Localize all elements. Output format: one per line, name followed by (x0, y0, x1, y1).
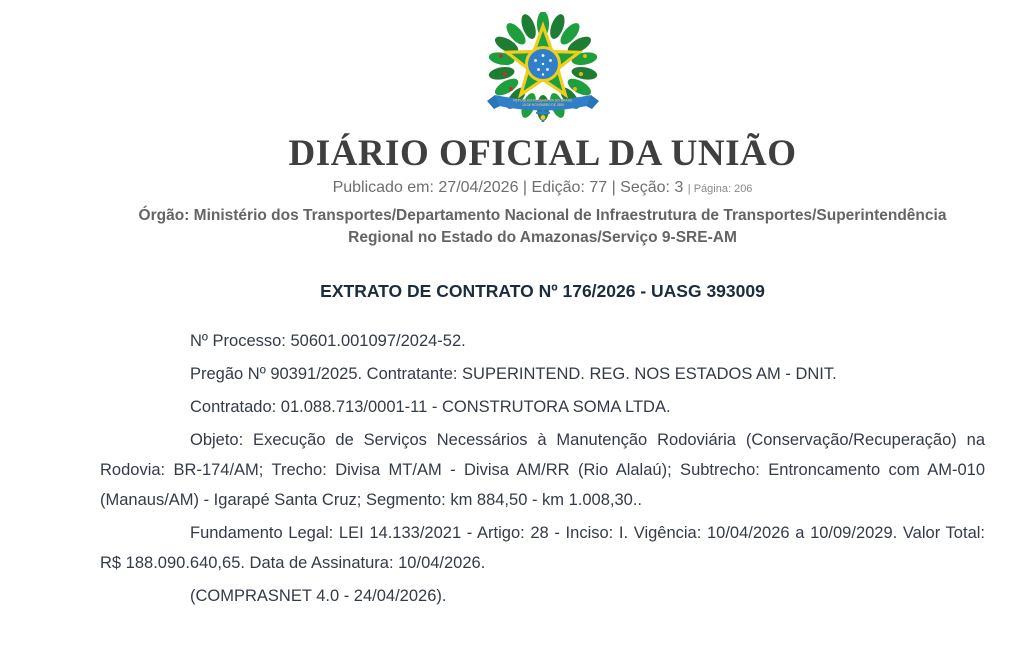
gazette-title: DIÁRIO OFICIAL DA UNIÃO (288, 133, 797, 174)
paragraph-comprasnet: (COMPRASNET 4.0 - 24/04/2026). (190, 586, 447, 605)
gazette-header (100, 12, 985, 249)
contract-extract-article (100, 281, 985, 611)
paragraph-contratado: Contratado: 01.088.713/0001-11 - CONSTRUTORA SOMA LTDA. (190, 397, 671, 416)
svg-text:15 DE NOVEMBRO DE 1889: 15 DE NOVEMBRO DE 1889 (521, 103, 564, 107)
brazil-coat-of-arms-icon (482, 12, 604, 124)
paragraph-pregao: Pregão Nº 90391/2025. Contratante: SUPERINTEND. REG. NOS ESTADOS AM - DNIT. (190, 364, 837, 383)
article-heading: EXTRATO DE CONTRATO Nº 176/2026 - UASG 393009 (320, 280, 765, 301)
publication-info-main: Publicado em: 27/04/2026 | Edição: 77 | Seção: 3 (332, 178, 684, 196)
publication-info (100, 179, 985, 197)
paragraph-processo: Nº Processo: 50601.001097/2024-52. (190, 331, 466, 350)
publication-page: | Página: 206 (687, 182, 753, 195)
organ-line: Órgão: Ministério dos Transportes/Departamento Nacional de Infraestrutura de Transportes/Superintendência Regional no Estado do Amazonas/Serviço 9-SRE-AM (138, 206, 947, 246)
paragraph-fundamento: Fundamento Legal: LEI 14.133/2021 - Artigo: 28 - Inciso: I. Vigência: 10/04/2026 a 10/09/2029. Valor Total: R$ 188.090.640,65. Data de Assinatura: 10/04/2026. (100, 523, 985, 572)
svg-text:REPÚBLICA FEDERATIVA DO BRASIL: REPÚBLICA FEDERATIVA DO BRASIL (512, 98, 573, 103)
coat-of-arms (100, 12, 985, 124)
paragraph-objeto: Objeto: Execução de Serviços Necessários à Manutenção Rodoviária (Conservação/Recuperação) na Rodovia: BR-174/AM; Trecho: Divisa MT/AM - Divisa AM/RR (Rio Alalaú); Subtrecho: Entroncamento com AM-010 (Manaus/AM) - Igarapé Santa Cruz; Segmento: km 884,50 - km 1.008,30.. (100, 430, 985, 509)
